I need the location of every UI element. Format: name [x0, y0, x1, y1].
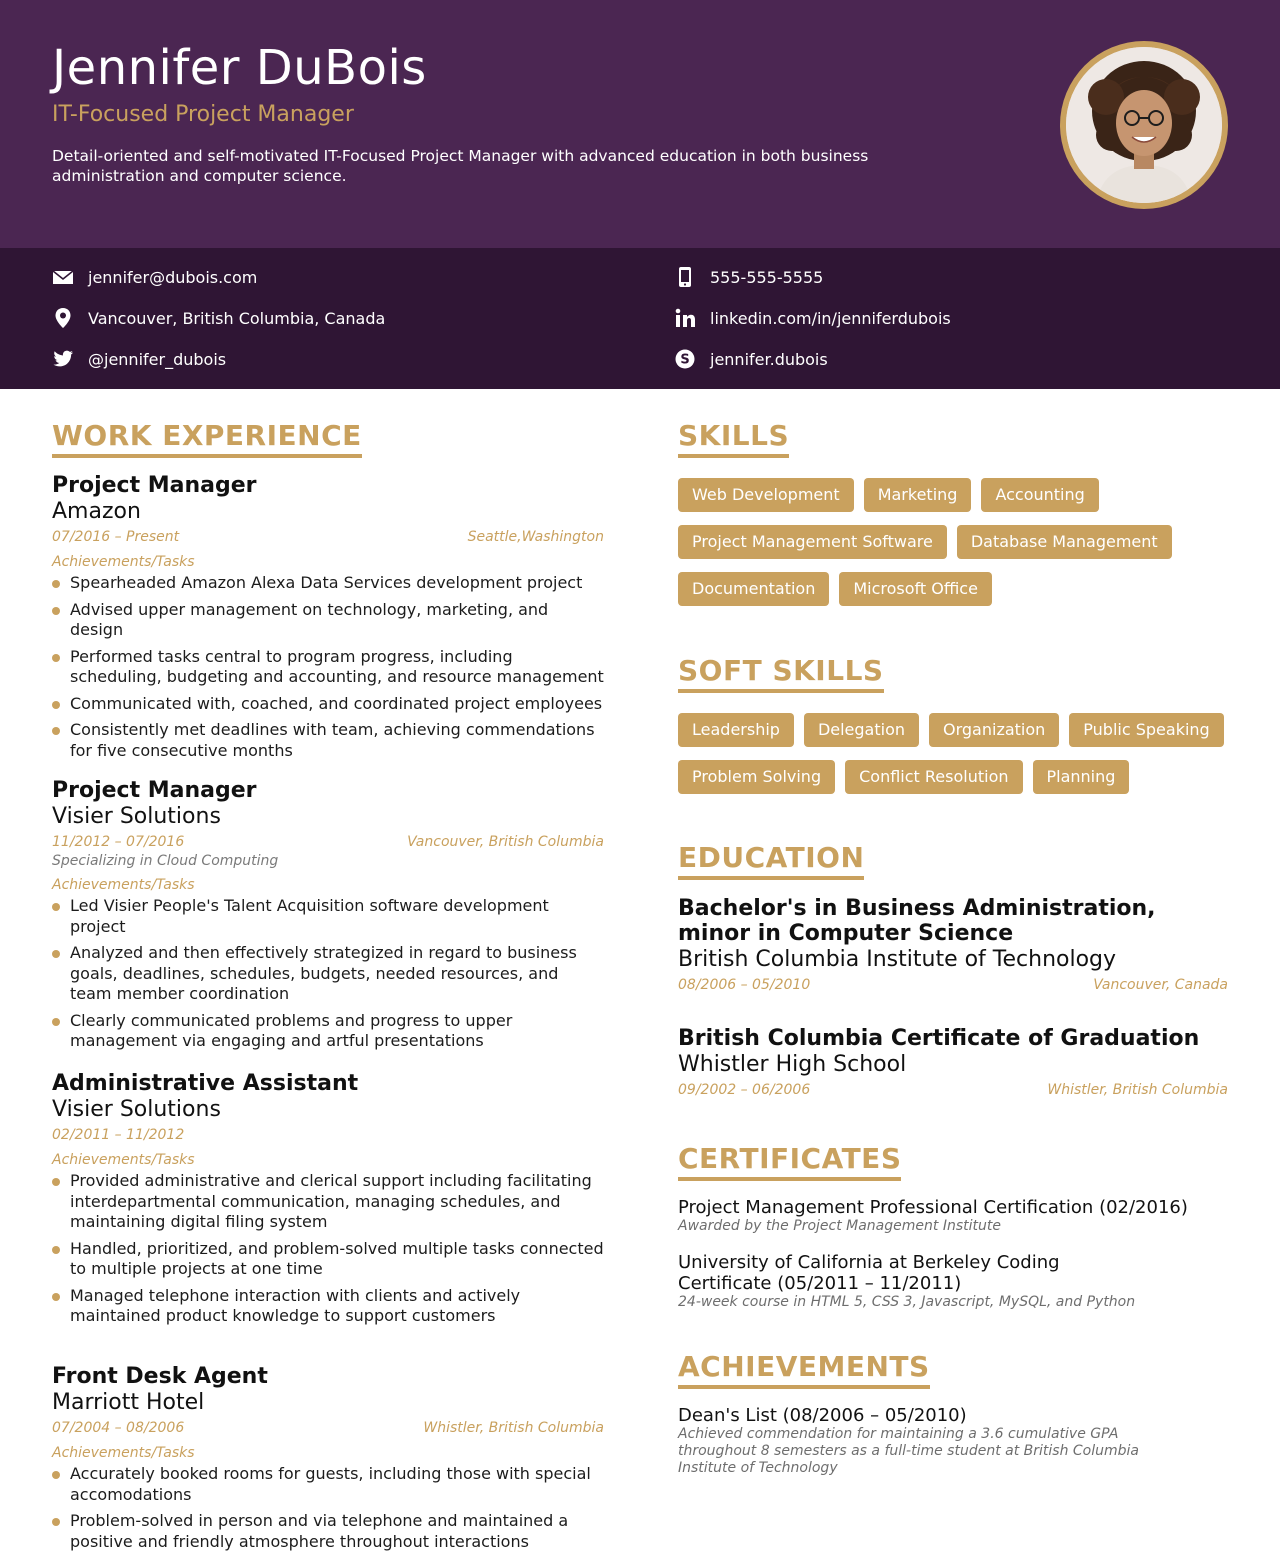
task-item: Managed telephone interaction with clients and actively maintained product knowledge to support customers — [52, 1286, 604, 1327]
task-item: Communicated with, coached, and coordinated project employees — [52, 694, 604, 715]
skill-tag: Database Management — [957, 525, 1172, 559]
work-experience-heading-wrap — [52, 420, 362, 458]
task-list — [52, 1464, 604, 1552]
certificate-name: University of California at Berkeley Coding Certificate (05/2011 – 11/2011) — [678, 1252, 1060, 1294]
job-dates: 07/2016 – Present — [52, 529, 180, 545]
job-entry — [52, 778, 604, 1058]
achievements-heading-wrap — [678, 1351, 930, 1389]
profile-photo — [1060, 41, 1228, 209]
job-entry — [52, 1071, 604, 1333]
job-title: Administrative Assistant — [52, 1071, 359, 1096]
education-location: Vancouver, Canada — [1093, 977, 1228, 993]
profile-photo-illustration — [1066, 47, 1222, 203]
job-entry — [52, 1364, 604, 1558]
task-item: Handled, prioritized, and problem-solved multiple tasks connected to multiple projects at one time — [52, 1239, 604, 1280]
achievements-heading: ACHIEVEMENTS — [678, 1351, 930, 1389]
soft-skill-tag: Public Speaking — [1069, 713, 1223, 747]
tasks-label: Achievements/Tasks — [52, 554, 195, 570]
achievement-name: Dean's List (08/2006 – 05/2010) — [678, 1405, 967, 1426]
certificate-entry — [678, 1252, 1158, 1311]
skill-tag: Web Development — [678, 478, 854, 512]
contact-bar — [0, 248, 1280, 389]
job-company: Marriott Hotel — [52, 1390, 205, 1415]
resume-header — [0, 0, 1280, 248]
job-company: Amazon — [52, 499, 141, 524]
education-meta — [678, 975, 1228, 995]
degree-title: British Columbia Certificate of Graduation — [678, 1026, 1200, 1051]
job-company: Visier Solutions — [52, 804, 221, 829]
skill-tag: Project Management Software — [678, 525, 947, 559]
certificate-entry — [678, 1197, 1228, 1235]
skill-tag: Marketing — [864, 478, 972, 512]
education-entry — [678, 896, 1228, 995]
tasks-label: Achievements/Tasks — [52, 1445, 195, 1461]
job-meta — [52, 1418, 604, 1438]
task-item: Advised upper management on technology, marketing, and design — [52, 600, 604, 641]
task-item: Clearly communicated problems and progress to upper management via engaging and artful presentations — [52, 1011, 604, 1052]
skype-icon — [674, 348, 696, 370]
task-list — [52, 573, 604, 761]
skills-section — [678, 420, 1238, 619]
education-heading-wrap — [678, 842, 864, 880]
soft-skills-heading: SOFT SKILLS — [678, 655, 884, 693]
job-meta — [52, 527, 604, 547]
job-meta — [52, 1125, 604, 1145]
twitter-text: @jennifer_dubois — [88, 349, 227, 369]
soft-skill-tag: Problem Solving — [678, 760, 835, 794]
phone-icon — [674, 266, 696, 288]
achievement-description: Achieved commendation for maintaining a 3.6 cumulative GPA throughout 8 semesters as a full-time student at British Columbia Institute of Technology — [678, 1426, 1140, 1476]
job-title: Project Manager — [52, 778, 257, 803]
linkedin-icon — [674, 307, 696, 329]
task-item: Spearheaded Amazon Alexa Data Services development project — [52, 573, 604, 594]
svg-text:S: S — [680, 352, 690, 368]
job-location: Whistler, British Columbia — [423, 1420, 604, 1436]
job-dates: 07/2004 – 08/2006 — [52, 1420, 185, 1436]
job-dates: 11/2012 – 07/2016 — [52, 834, 185, 850]
skype-text: jennifer.dubois — [710, 349, 828, 369]
job-location: Vancouver, British Columbia — [407, 834, 604, 850]
contact-phone[interactable] — [674, 266, 823, 288]
profile-summary: Detail-oriented and self-motivated IT-Focused Project Manager with advanced education in both business administration and computer science. — [52, 147, 869, 185]
education-dates: 08/2006 – 05/2010 — [678, 977, 811, 993]
task-list — [52, 896, 604, 1052]
soft-skills-tag-list — [678, 713, 1238, 807]
soft-skill-tag: Conflict Resolution — [845, 760, 1022, 794]
job-dates: 02/2011 – 11/2012 — [52, 1127, 185, 1143]
task-item: Consistently met deadlines with team, achieving commendations for five consecutive months — [52, 720, 604, 761]
education-location: Whistler, British Columbia — [1047, 1082, 1228, 1098]
location-pin-icon — [52, 307, 74, 329]
skill-tag: Documentation — [678, 572, 829, 606]
soft-skills-section — [678, 655, 1238, 807]
task-item: Performed tasks central to program progress, including scheduling, budgeting and accounting, and resource management — [52, 647, 604, 688]
job-meta — [52, 832, 604, 852]
education-meta — [678, 1080, 1228, 1100]
task-list — [52, 1171, 604, 1327]
education-entry — [678, 1026, 1228, 1100]
location-text: Vancouver, British Columbia, Canada — [88, 308, 386, 328]
skills-heading: SKILLS — [678, 420, 789, 458]
task-item: Analyzed and then effectively strategized in regard to business goals, deadlines, schedules, budgets, needed resources, and team member coordination — [52, 943, 604, 1005]
contact-linkedin[interactable] — [674, 307, 951, 329]
job-location: Seattle,Washington — [467, 529, 604, 545]
certificate-description: Awarded by the Project Management Institute — [678, 1218, 1001, 1234]
soft-skill-tag: Planning — [1033, 760, 1130, 794]
envelope-icon — [52, 266, 74, 288]
phone-text: 555-555-5555 — [710, 267, 824, 287]
skills-tag-list — [678, 478, 1238, 619]
skill-tag: Accounting — [981, 478, 1098, 512]
candidate-name: Jennifer DuBois — [52, 40, 427, 96]
contact-email[interactable] — [52, 266, 257, 288]
degree-title: Bachelor's in Business Administration, minor in Computer Science — [678, 896, 1156, 946]
soft-skill-tag: Organization — [929, 713, 1059, 747]
tasks-label: Achievements/Tasks — [52, 877, 195, 893]
task-item: Problem-solved in person and via telephone and maintained a positive and friendly atmosphere throughout interactions — [52, 1511, 604, 1552]
skill-tag: Microsoft Office — [839, 572, 992, 606]
job-title: Front Desk Agent — [52, 1364, 268, 1389]
education-dates: 09/2002 – 06/2006 — [678, 1082, 811, 1098]
soft-skill-tag: Leadership — [678, 713, 794, 747]
certificates-heading: CERTIFICATES — [678, 1143, 901, 1181]
contact-skype[interactable] — [674, 348, 828, 370]
soft-skill-tag: Delegation — [804, 713, 919, 747]
tasks-label: Achievements/Tasks — [52, 1152, 195, 1168]
contact-twitter[interactable] — [52, 348, 226, 370]
job-company: Visier Solutions — [52, 1097, 221, 1122]
certificate-description: 24-week course in HTML 5, CSS 3, Javascript, MySQL, and Python — [678, 1294, 1136, 1310]
education-heading: EDUCATION — [678, 842, 864, 880]
candidate-role: IT-Focused Project Manager — [52, 102, 354, 127]
job-specialization: Specializing in Cloud Computing — [52, 853, 279, 869]
contact-location — [52, 307, 385, 329]
task-item: Accurately booked rooms for guests, including those with special accomodations — [52, 1464, 604, 1505]
task-item: Led Visier People's Talent Acquisition software development project — [52, 896, 604, 937]
school-name: British Columbia Institute of Technology — [678, 947, 1117, 972]
school-name: Whistler High School — [678, 1052, 907, 1077]
linkedin-text: linkedin.com/in/jenniferdubois — [710, 308, 951, 328]
email-text: jennifer@dubois.com — [88, 267, 258, 287]
job-entry — [52, 473, 604, 767]
job-title: Project Manager — [52, 473, 257, 498]
task-item: Provided administrative and clerical support including facilitating interdepartmental communication, managing schedules, and maintaining digital filing system — [52, 1171, 604, 1233]
work-experience-heading: WORK EXPERIENCE — [52, 420, 362, 458]
twitter-icon — [52, 348, 74, 370]
certificate-name: Project Management Professional Certification (02/2016) — [678, 1197, 1188, 1218]
achievement-entry — [678, 1405, 1188, 1477]
certificates-heading-wrap — [678, 1143, 901, 1181]
